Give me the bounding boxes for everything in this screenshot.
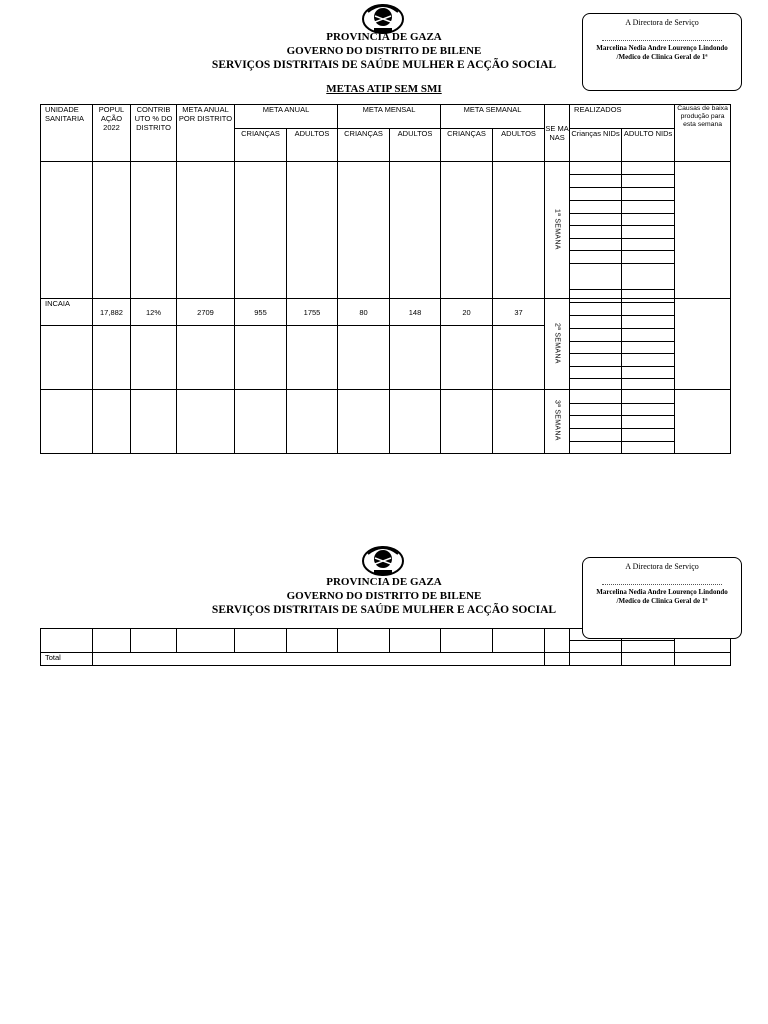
grid-line bbox=[570, 415, 675, 416]
header-meta-anual: META ANUAL bbox=[235, 105, 338, 129]
header-unidade: UNIDADE SANITARIA bbox=[41, 105, 93, 162]
grid-line bbox=[570, 341, 675, 342]
semanal-criancas-value: 20 bbox=[441, 299, 493, 326]
anual-criancas-value: 955 bbox=[235, 299, 287, 326]
week-1-label: 1ª SEMANA bbox=[553, 208, 561, 250]
unidade-value: INCAIA bbox=[41, 299, 93, 326]
header-causas: Causas de baixa produção para esta semana bbox=[675, 105, 731, 162]
mozambique-emblem-icon bbox=[360, 544, 406, 578]
header-anual-criancas: CRIANÇAS bbox=[235, 129, 287, 162]
header-meta-semanal: META SEMANAL bbox=[441, 105, 545, 129]
mensal-criancas-value: 80 bbox=[338, 299, 390, 326]
contributo-value: 12% bbox=[131, 299, 177, 326]
stamp-role: /Medico de Clinica Geral de 1ª bbox=[616, 53, 708, 61]
province-name: PROVINCIA DE GAZA bbox=[326, 31, 442, 43]
stamp-title: A Directora de Serviço bbox=[625, 18, 699, 27]
total-label: Total bbox=[41, 653, 93, 666]
header-mensal-adultos: ADULTOS bbox=[390, 129, 441, 162]
approval-stamp-2 bbox=[582, 557, 742, 639]
grid-line bbox=[570, 315, 675, 316]
grid-line bbox=[570, 238, 675, 239]
week-2-label: 2ª SEMANA bbox=[553, 322, 561, 364]
header-meta-mensal: META MENSAL bbox=[338, 105, 441, 129]
grid-line bbox=[570, 263, 675, 264]
header-adulto-nids: ADULTO NIDs bbox=[622, 129, 675, 162]
header-populacao: POPUL AÇÃO 2022 bbox=[93, 105, 131, 162]
stamp-name: Marcelina Nedia Andre Lourenço Lindondo bbox=[596, 44, 728, 52]
semanal-adultos-value: 37 bbox=[493, 299, 545, 326]
grid-line bbox=[570, 403, 675, 404]
total-row bbox=[41, 653, 731, 666]
grid-line bbox=[570, 213, 675, 214]
header-semanal-criancas: CRIANÇAS bbox=[441, 129, 493, 162]
grid-line bbox=[570, 174, 675, 175]
grid-line bbox=[570, 187, 675, 188]
populacao-value: 17,882 bbox=[93, 299, 131, 326]
services-name-2: SERVIÇOS DISTRITAIS DE SAÚDE MULHER E ACÇÃO SOCIAL bbox=[211, 604, 557, 616]
government-name: GOVERNO DO DISTRITO DE BILENE bbox=[286, 45, 482, 57]
meta-anual-distrito-value: 2709 bbox=[177, 299, 235, 326]
grid-line bbox=[570, 378, 675, 379]
mensal-adultos-value: 148 bbox=[390, 299, 441, 326]
grid-line bbox=[570, 366, 675, 367]
realizados-grid bbox=[570, 0, 675, 1024]
grid-line bbox=[570, 289, 675, 290]
grid-line bbox=[570, 428, 675, 429]
anual-adultos-value: 1755 bbox=[287, 299, 338, 326]
header-meta-anual-distrito: META ANUAL POR DISTRITO bbox=[177, 105, 235, 162]
services-name: SERVIÇOS DISTRITAIS DE SAÚDE MULHER E ACÇÃO SOCIAL bbox=[211, 59, 557, 71]
header-criancas-nids: Crianças NIDs bbox=[570, 129, 622, 162]
grid-line bbox=[570, 302, 675, 303]
stamp-title-2: A Directora de Serviço bbox=[625, 562, 699, 571]
province-name-2: PROVINCIA DE GAZA bbox=[326, 576, 442, 588]
grid-line bbox=[570, 353, 675, 354]
document-title: METAS ATIP SEM SMI bbox=[326, 83, 442, 95]
grid-line bbox=[570, 225, 675, 226]
header-anual-adultos: ADULTOS bbox=[287, 129, 338, 162]
header-mensal-criancas: CRIANÇAS bbox=[338, 129, 390, 162]
header-contributo: CONTRIB UTO % DO DISTRITO bbox=[131, 105, 177, 162]
grid-line bbox=[570, 200, 675, 201]
government-name-2: GOVERNO DO DISTRITO DE BILENE bbox=[286, 590, 482, 602]
header-realizados: REALIZADOS bbox=[570, 105, 675, 129]
signature-line-2 bbox=[602, 583, 722, 585]
grid-line bbox=[570, 250, 675, 251]
grid-line bbox=[570, 328, 675, 329]
header-semanal-adultos: ADULTOS bbox=[493, 129, 545, 162]
stamp-role-2: /Medico de Clinica Geral de 1ª bbox=[616, 597, 708, 605]
header-semanas: SE MA NAS bbox=[545, 105, 570, 162]
week-3-label: 3ª SEMANA bbox=[553, 400, 561, 441]
grid-line bbox=[570, 441, 675, 442]
stamp-name-2: Marcelina Nedia Andre Lourenço Lindondo bbox=[596, 588, 728, 596]
